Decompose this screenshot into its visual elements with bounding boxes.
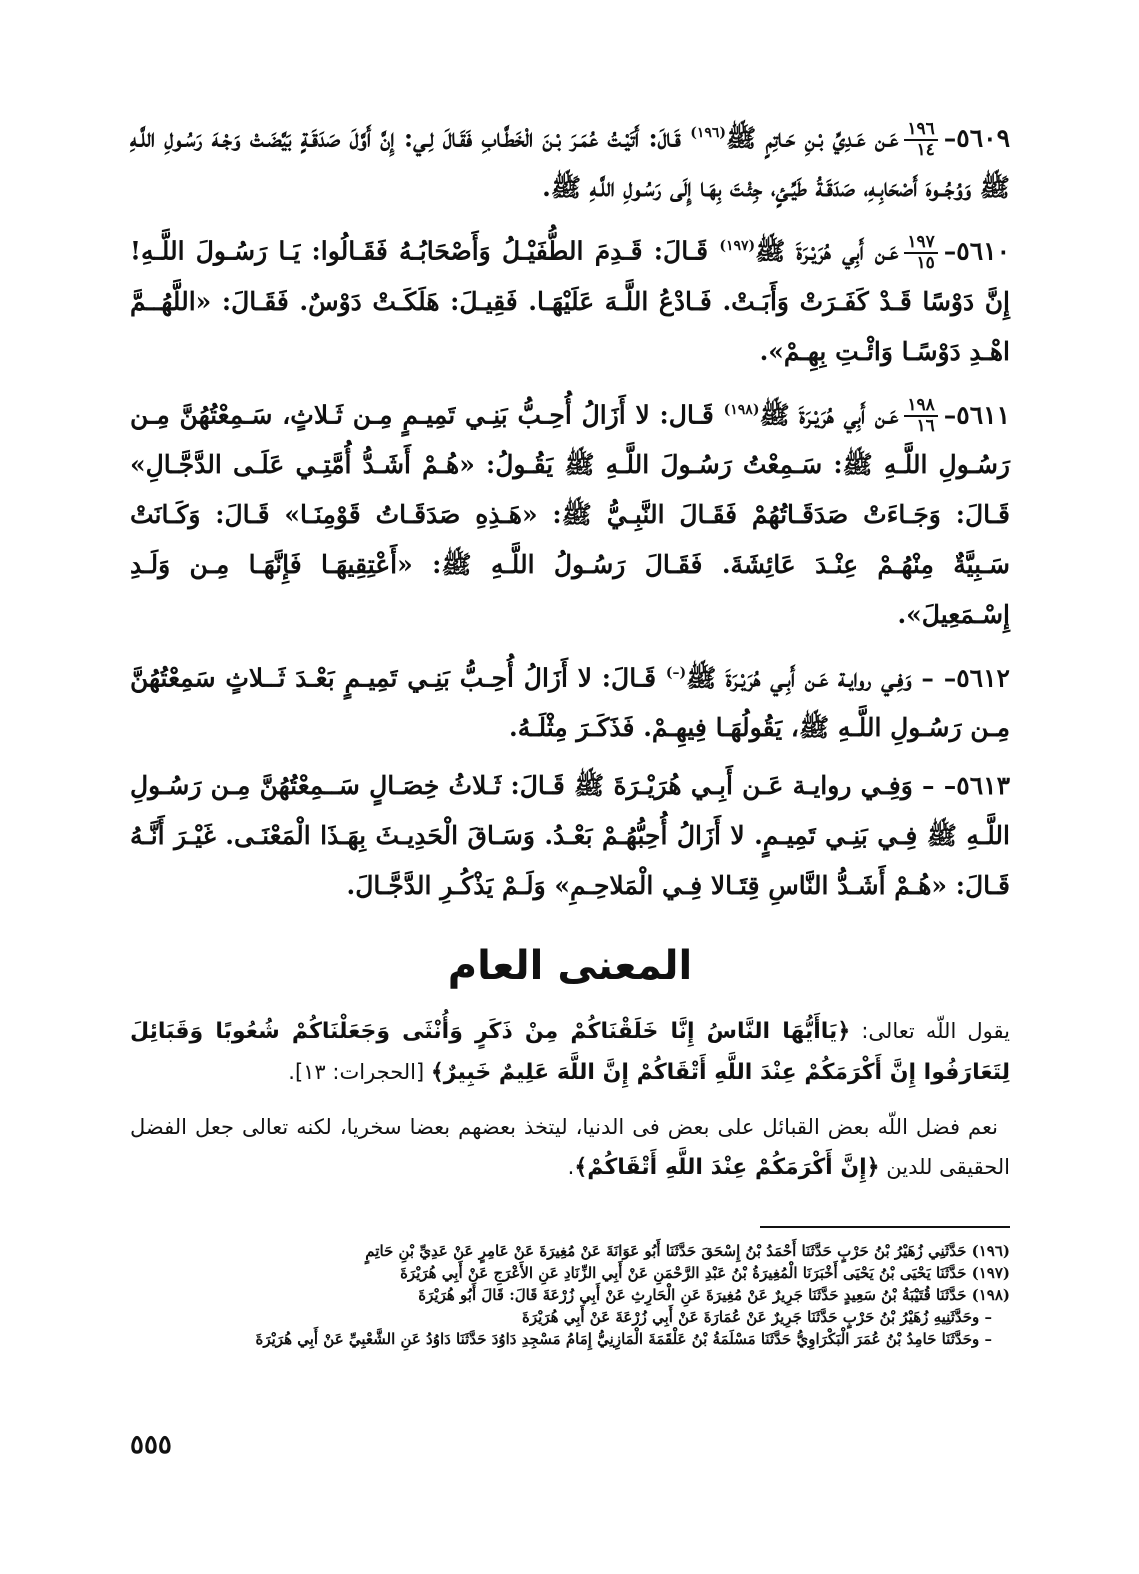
section-heading: المعنى العام (447, 943, 693, 990)
hadith-number: ٥٦٠٩– (943, 123, 1010, 153)
footnote-marker: (١٩٧) (719, 238, 756, 255)
hadith-opening: عَـن أَبِي هُرَيْـرَةَ ﷺ (759, 399, 899, 429)
footnote-marker: (١٩٨) (723, 401, 760, 418)
hadith-fraction: $\frac{١٩٨}{١٦}$ (904, 396, 937, 436)
hadith-number: ٥٦١٣– (943, 771, 1010, 801)
footnote-divider (760, 1226, 1010, 1228)
page-number: ٥٥٥ (130, 1430, 172, 1460)
hadith-text: قَـالَ: لا أَزَالُ أُحِـبُّ بَنِـي تَمِيـمٍ بَعْـدَ ثَــلاثٍ سَمِعْتُهُنَّ مِـن رَسُـولِ اللَّـهِ ﷺ، يَقُولُهَـا فِيهِـمْ. فَذَكَـرَ مِثْلَـهُ. (130, 663, 1010, 743)
footnote-196: (١٩٦) حَدَّثَنِي زُهَيْرُ بْنُ حَرْبٍ حَدَّثَنَا أَحْمَدُ بْنُ إِسْحَقَ حَدَّثَنَا أَبُو عَوَانَةَ عَنْ مُغِيرَةَ عَنْ عَامِرٍ عَنْ عَدِيِّ بْنِ حَاتِمٍ (365, 1242, 1010, 1261)
hadith-5610 (130, 221, 1010, 376)
footnote-marker: (١٩٦) (690, 125, 727, 141)
hadith-text: قَـالَ: قَـدِمَ الطُّفَيْـلُ وَأَصْحَابُـهُ فَقَـالُوا: يَـا رَسُـولَ اللَّـهِ! إِنَّ دَوْسًا قَـدْ كَفَـرَتْ وَأَبَـتْ. فَـادْعُ اللَّـهَ عَلَيْهَـا. فَقِيـلَ: هَلَكَـتْ دَوْسٌ. فَقَـالَ: «اللَّهُــمَّ اهْـدِ دَوْسًـا وَائْـتِ بِهِـمْ». (130, 236, 1010, 366)
footnote-sub-1: – وحَدَّثَنِيهِ زُهَيْرُ بْنُ حَرْبٍ حَدَّثَنَا جَرِيرٌ عَنْ عُمَارَةَ عَنْ أَبِي زُرْعَةَ عَنْ أَبِي هُرَيْرَةَ (522, 1308, 992, 1327)
footnote-marker: (–) (665, 664, 687, 681)
hadith-5609 (130, 108, 1010, 213)
hadith-number: ٥٦١٢– (943, 663, 1010, 693)
hadith-number: ٥٦١٠– (943, 236, 1010, 266)
hadith-opening: – وَفِـي روايـة عَـن أَبِـي هُرَيْـرَةَ ﷺ (686, 663, 934, 693)
commentary-end: . (567, 1155, 575, 1180)
hadith-number: ٥٦١١– (943, 399, 1010, 429)
commentary-text: نعم فضل اللّه بعض القبائل على بعض فى الدنيا، ليتخذ بعضهم بعضا سخريا، لكنه تعالى جعل الفضل الحقيقى للدين (130, 1115, 1010, 1180)
footnote-197: (١٩٧) حَدَّثَنَا يَحْيَى بْنُ يَحْيَى أَخْبَرَنَا الْمُغِيرَةُ بْنُ عَبْدِ الرَّحْمَنِ عَنْ أَبِي الزِّنَادِ عَنِ الأَعْرَجِ عَنْ أَبِي هُرَيْرَةَ (400, 1264, 1010, 1283)
hadith-opening: عَـن أَبِي هُرَيْـرَةَ ﷺ (755, 236, 899, 266)
hadith-text: قَـالَ: أَتَيْـتُ عُمَـرَ بْـنَ الْخَطَّـابِ فَقَـالَ لِـي: إِنَّ أَوَّلَ صَدَقَـةٍ بَيَّضَـتْ وَجْـهَ رَسُـولِ اللَّـهِ ﷺ وَوُجُــوهَ أَصْحَابِـهِ، صَدَقَـةُ طَيِّـئٍ، جِئْـتَ بِهَـا إِلَى رَسُـولِ اللَّـهِ ﷺ. (130, 123, 1010, 203)
hadith-opening: عَـن عَـدِيِّ بْـنِ حَـاتِمٍ ﷺ (726, 123, 899, 153)
footnote-198: (١٩٨) حَدَّثَنَا قُتَيْبَةُ بْنُ سَعِيدٍ حَدَّثَنَا جَرِيرٌ عَنْ مُغِيرَةَ عَنِ الْحَارِثِ عَنْ أَبِي زُرْعَةَ قَالَ: قَالَ أَبُو هُرَيْرَةَ (418, 1286, 1010, 1305)
quran-reference: [الحجرات: ١٣]. (288, 1060, 431, 1085)
quran-verse: ﴿يَاأَيُّهَا النَّاسُ إِنَّا خَلَقْنَاكُمْ مِنْ ذَكَرٍ وَأُنْثَى وَجَعَلْنَاكُمْ شُعُوبًا وَقَبَائِلَ لِتَعَارَفُوا إِنَّ أَكْرَمَكُمْ عِنْدَ اللَّهِ أَتْقَاكُمْ إِنَّ اللَّهَ عَلِيمٌ خَبِيرٌ﴾ (130, 1019, 1010, 1086)
hadith-fraction: $\frac{١٩٦}{١٤}$ (904, 120, 937, 160)
hadith-opening: – وَفِـي روايـة عَـن أَبِـي هُرَيْـرَةَ ﷺ (574, 771, 935, 801)
hadith-5612 (130, 648, 1010, 753)
hadith-5611 (130, 385, 1010, 640)
commentary-paragraph-2 (130, 1107, 1010, 1188)
hadith-text: قَـالَ: ثَـلاثُ خِصَـالٍ سَــمِعْتُهُنَّ مِـن رَسُـولِ اللَّـهِ ﷺ فِـي بَنِـي تَمِيـمٍ. لا أَزَالُ أُحِبُّهُـمْ بَعْـدُ. وَسَـاقَ الْحَدِيـثَ بِهَـذَا الْمَعْنَـى. غَيْـرَ أَنَّـهُ قَـالَ: «هُـمْ أَشَـدُّ النَّاسِ قِتَـالا فِـي الْمَلاحِـمِ» وَلَـمْ يَذْكُـرِ الدَّجَّـالَ. (130, 771, 1010, 901)
page-content (130, 108, 1010, 1528)
commentary-intro: يقول اللّه تعالى: (850, 1019, 1010, 1044)
footnote-sub-2: – وحَدَّثَنَا حَامِدُ بْنُ عُمَرَ الْبَكْرَاوِيُّ حَدَّثَنَا مَسْلَمَةُ بْنُ عَلْقَمَةَ الْمَازِنِيُّ إِمَامُ مَسْجِدِ دَاوُدَ حَدَّثَنَا دَاوُدُ عَنِ الشَّعْبِيِّ عَنْ أَبِي هُرَيْرَةَ (255, 1330, 992, 1349)
hadith-5613 (130, 761, 1010, 911)
commentary-paragraph-1 (130, 1011, 1010, 1093)
hadith-fraction: $\frac{١٩٧}{١٥}$ (904, 233, 937, 273)
quran-verse: ﴿إِنَّ أَكْرَمَكُمْ عِنْدَ اللَّهِ أَتْقَاكُمْ﴾ (574, 1155, 880, 1181)
hadith-text: قَـال: لا أَزَالُ أُحِـبُّ بَنِـي تَمِيـمٍ مِـن ثَـلاثٍ، سَـمِعْتُهُنَّ مِـن رَسُـولِ اللَّـهِ ﷺ: سَـمِعْتُ رَسُـولَ اللَّـهِ ﷺ يَقُـولُ: «هُـمْ أَشَـدُّ أُمَّتِـي عَلَـى الدَّجَّـالِ» قَـالَ: وَجَـاءَتْ صَدَقَـاتُهُمْ فَقَـالَ النَّبِـيُّ ﷺ: «هَـذِهِ صَدَقَـاتُ قَوْمِنَـا» قَـالَ: وَكَـانَتْ سَـبِيَّةٌ مِنْهُـمْ عِنْـدَ عَائِشَةَ. فَقَـالَ رَسُـولُ اللَّـهِ ﷺ: «أَعْتِقِيهَـا فَإِنَّهَـا مِـن وَلَـدِ إِسْـمَعِيلَ». (130, 399, 1010, 629)
